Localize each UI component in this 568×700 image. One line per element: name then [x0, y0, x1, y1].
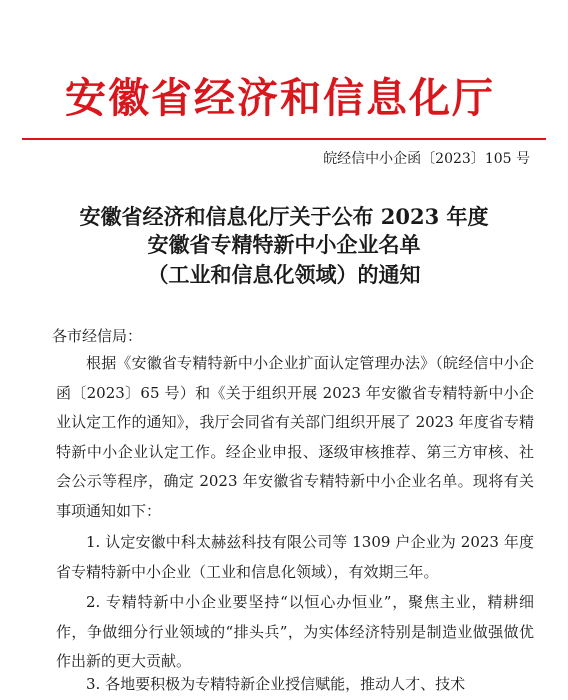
body-paragraph-item-1: 1. 认定安徽中科太赫兹科技有限公司等 1309 户企业为 2023 年度省专精特新中小企业（工业和信息化领域），有效期三年。: [56, 533, 534, 581]
notice-title-line-3: （工业和信息化领域）的通知: [147, 262, 421, 287]
notice-title-line-2: 安徽省专精特新中小企业名单: [147, 232, 421, 257]
salutation: 各市经信局：: [52, 327, 143, 345]
notice-title-line-1: 安徽省经济和信息化厅关于公布 2023 年度: [79, 204, 489, 229]
body-paragraph-intro: 根据《安徽省专精特新中小企业扩面认定管理办法》（皖经信中小企函〔2023〕65 号）和《关于组织开展 2023 年安徽省专精特新中小企业认定工作的通知》，我厅会同省有关部门组织开展了 2023 年度省专精特新中小企业认定工作。经企业申报、逐级审核推荐、第三方审核、社会公示等程序，确定 2023 年安徽省专精特新中小企业名单。现将有关事项通知如下：: [56, 354, 534, 520]
body-paragraph-item-3: 3. 各地要积极为专精特新企业授信赋能，推动人才、技术: [86, 675, 466, 693]
letterhead-agency-name: 安徽省经济和信息化厅: [65, 74, 495, 122]
body-paragraph-item-2: 2. 专精特新中小企业要坚持“以恒心办恒业”，聚焦主业，精耕细作，争做细分行业领域的“排头兵”，为实体经济特别是制造业做强做优作出新的更大贡献。: [56, 593, 534, 670]
letterhead-red-rule: [22, 138, 546, 140]
document-number: 皖经信中小企函〔2023〕105 号: [323, 151, 530, 167]
